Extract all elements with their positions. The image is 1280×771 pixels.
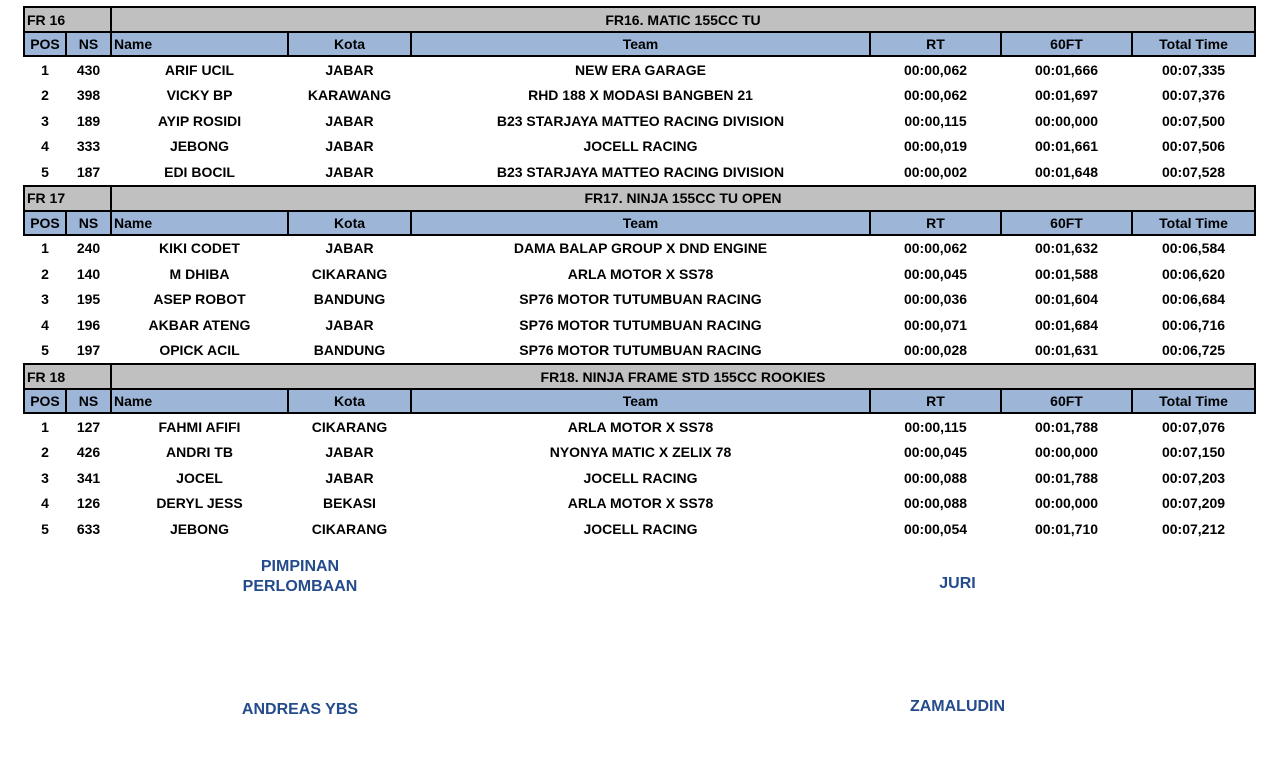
class-title: FR17. NINJA 155CC TU OPEN bbox=[111, 186, 1255, 211]
signature-left-role bbox=[225, 557, 375, 597]
cell-total: 00:06,725 bbox=[1161, 342, 1226, 359]
cell-ns: 196 bbox=[76, 316, 101, 333]
cell-rt: 00:00,028 bbox=[903, 342, 968, 359]
cell-ft60: 00:01,684 bbox=[1034, 316, 1099, 333]
cell-rt: 00:00,062 bbox=[903, 87, 968, 104]
cell-pos: 1 bbox=[41, 61, 49, 78]
cell-rt: 00:00,054 bbox=[903, 520, 968, 537]
column-header-row bbox=[24, 32, 1255, 56]
cell-name: JOCEL bbox=[176, 469, 223, 486]
cell-rt: 00:00,071 bbox=[903, 316, 968, 333]
cell-pos: 1 bbox=[41, 418, 49, 435]
cell-name: VICKY BP bbox=[166, 87, 233, 104]
cell-ns: 333 bbox=[76, 138, 101, 155]
cell-ns: 426 bbox=[76, 444, 101, 461]
header-team: Team bbox=[411, 211, 870, 235]
cell-ns: 398 bbox=[76, 87, 101, 104]
result-row bbox=[24, 338, 1255, 365]
result-row bbox=[24, 312, 1255, 338]
cell-total: 00:07,150 bbox=[1161, 444, 1226, 461]
cell-total: 00:06,684 bbox=[1161, 291, 1226, 308]
cell-kota: BEKASI bbox=[323, 495, 376, 512]
header-ns: NS bbox=[66, 211, 111, 235]
cell-team: B23 STARJAYA MATTEO RACING DIVISION bbox=[496, 112, 785, 129]
cell-team: RHD 188 X MODASI BANGBEN 21 bbox=[528, 87, 753, 104]
cell-ns: 127 bbox=[76, 418, 101, 435]
cell-total: 00:07,335 bbox=[1161, 61, 1226, 78]
result-row bbox=[24, 159, 1255, 186]
signature-right-role: JURI bbox=[939, 575, 976, 592]
results-table bbox=[23, 6, 1256, 542]
cell-kota: KARAWANG bbox=[307, 87, 392, 104]
result-row bbox=[24, 516, 1255, 542]
cell-ft60: 00:01,631 bbox=[1034, 342, 1099, 359]
cell-name: M DHIBA bbox=[169, 265, 230, 282]
cell-rt: 00:00,088 bbox=[903, 469, 968, 486]
cell-team: NEW ERA GARAGE bbox=[575, 61, 706, 78]
cell-total: 00:07,203 bbox=[1161, 469, 1226, 486]
cell-team: SP76 MOTOR TUTUMBUAN RACING bbox=[519, 316, 762, 333]
cell-total: 00:06,584 bbox=[1161, 240, 1226, 257]
cell-kota: BANDUNG bbox=[313, 342, 386, 359]
cell-kota: JABAR bbox=[325, 61, 374, 78]
cell-rt: 00:00,045 bbox=[903, 444, 968, 461]
cell-team: ARLA MOTOR X SS78 bbox=[567, 495, 714, 512]
header-pos: POS bbox=[24, 389, 66, 413]
cell-name: JEBONG bbox=[169, 138, 230, 155]
cell-team: JOCELL RACING bbox=[583, 469, 698, 486]
cell-rt: 00:00,045 bbox=[903, 265, 968, 282]
result-row bbox=[24, 491, 1255, 517]
cell-team: B23 STARJAYA MATTEO RACING DIVISION bbox=[496, 163, 785, 180]
result-row bbox=[24, 413, 1255, 440]
header-ft60: 60FT bbox=[1001, 32, 1132, 56]
cell-kota: JABAR bbox=[325, 240, 374, 257]
cell-kota: JABAR bbox=[325, 138, 374, 155]
class-title-row bbox=[24, 364, 1255, 389]
header-rt: RT bbox=[870, 211, 1001, 235]
cell-rt: 00:00,019 bbox=[903, 138, 968, 155]
cell-ns: 197 bbox=[76, 342, 101, 359]
result-row bbox=[24, 261, 1255, 287]
header-name: Name bbox=[111, 211, 288, 235]
cell-total: 00:07,500 bbox=[1161, 112, 1226, 129]
result-row bbox=[24, 108, 1255, 134]
cell-rt: 00:00,062 bbox=[903, 240, 968, 257]
cell-rt: 00:00,036 bbox=[903, 291, 968, 308]
cell-total: 00:06,620 bbox=[1161, 265, 1226, 282]
header-team: Team bbox=[411, 389, 870, 413]
cell-total: 00:07,209 bbox=[1161, 495, 1226, 512]
cell-name: AYIP ROSIDI bbox=[157, 112, 242, 129]
cell-ns: 341 bbox=[76, 469, 101, 486]
cell-ft60: 00:01,710 bbox=[1034, 520, 1099, 537]
cell-ft60: 00:00,000 bbox=[1034, 495, 1099, 512]
cell-name: OPICK ACIL bbox=[159, 342, 240, 359]
cell-ns: 140 bbox=[76, 265, 101, 282]
class-code: FR 18 bbox=[24, 364, 111, 389]
cell-pos: 4 bbox=[41, 495, 49, 512]
cell-kota: JABAR bbox=[325, 444, 374, 461]
header-team: Team bbox=[411, 32, 870, 56]
cell-total: 00:07,506 bbox=[1161, 138, 1226, 155]
cell-ft60: 00:01,588 bbox=[1034, 265, 1099, 282]
cell-team: ARLA MOTOR X SS78 bbox=[567, 418, 714, 435]
header-total: Total Time bbox=[1132, 211, 1255, 235]
cell-name: EDI BOCIL bbox=[164, 163, 235, 180]
header-ft60: 60FT bbox=[1001, 389, 1132, 413]
cell-ns: 633 bbox=[76, 520, 101, 537]
cell-team: SP76 MOTOR TUTUMBUAN RACING bbox=[519, 342, 762, 359]
cell-pos: 1 bbox=[41, 240, 49, 257]
cell-kota: JABAR bbox=[325, 316, 374, 333]
result-row bbox=[24, 56, 1255, 83]
header-ns: NS bbox=[66, 32, 111, 56]
cell-ns: 430 bbox=[76, 61, 101, 78]
cell-pos: 4 bbox=[41, 138, 49, 155]
left-role-line2: PERLOMBAAN bbox=[242, 578, 358, 595]
cell-ft60: 00:01,788 bbox=[1034, 418, 1099, 435]
cell-ns: 187 bbox=[76, 163, 101, 180]
cell-team: NYONYA MATIC X ZELIX 78 bbox=[549, 444, 732, 461]
column-header-row bbox=[24, 389, 1255, 413]
class-title-row bbox=[24, 7, 1255, 32]
cell-ft60: 00:01,661 bbox=[1034, 138, 1099, 155]
left-role-line1: PIMPINAN bbox=[260, 558, 340, 575]
cell-name: AKBAR ATENG bbox=[148, 316, 251, 333]
cell-kota: CIKARANG bbox=[311, 418, 388, 435]
header-ft60: 60FT bbox=[1001, 211, 1132, 235]
cell-ns: 189 bbox=[76, 112, 101, 129]
cell-total: 00:07,212 bbox=[1161, 520, 1226, 537]
header-name: Name bbox=[111, 32, 288, 56]
cell-ft60: 00:01,648 bbox=[1034, 163, 1099, 180]
cell-pos: 3 bbox=[41, 112, 49, 129]
cell-name: ASEP ROBOT bbox=[153, 291, 246, 308]
cell-ft60: 00:01,666 bbox=[1034, 61, 1099, 78]
cell-ft60: 00:00,000 bbox=[1034, 444, 1099, 461]
cell-ft60: 00:01,604 bbox=[1034, 291, 1099, 308]
cell-rt: 00:00,062 bbox=[903, 61, 968, 78]
cell-name: ANDRI TB bbox=[166, 444, 233, 461]
cell-name: KIKI CODET bbox=[159, 240, 240, 257]
cell-kota: CIKARANG bbox=[311, 520, 388, 537]
cell-name: FAHMI AFIFI bbox=[158, 418, 241, 435]
cell-kota: CIKARANG bbox=[311, 265, 388, 282]
class-code: FR 16 bbox=[24, 7, 111, 32]
cell-ft60: 00:01,788 bbox=[1034, 469, 1099, 486]
cell-pos: 5 bbox=[41, 342, 49, 359]
signature-left-name: ANDREAS YBS bbox=[241, 701, 359, 718]
cell-ns: 195 bbox=[76, 291, 101, 308]
cell-rt: 00:00,088 bbox=[903, 495, 968, 512]
cell-name: DERYL JESS bbox=[156, 495, 243, 512]
cell-team: JOCELL RACING bbox=[583, 520, 698, 537]
cell-total: 00:07,076 bbox=[1161, 418, 1226, 435]
cell-rt: 00:00,002 bbox=[903, 163, 968, 180]
header-total: Total Time bbox=[1132, 32, 1255, 56]
cell-kota: JABAR bbox=[325, 163, 374, 180]
cell-total: 00:06,716 bbox=[1161, 316, 1226, 333]
cell-name: JEBONG bbox=[169, 520, 230, 537]
result-row bbox=[24, 235, 1255, 262]
results-sheet bbox=[23, 6, 1254, 542]
header-kota: Kota bbox=[288, 211, 411, 235]
cell-name: ARIF UCIL bbox=[164, 61, 235, 78]
cell-ft60: 00:01,697 bbox=[1034, 87, 1099, 104]
signature-right-name: ZAMALUDIN bbox=[909, 698, 1006, 715]
header-ns: NS bbox=[66, 389, 111, 413]
result-row bbox=[24, 83, 1255, 109]
cell-pos: 4 bbox=[41, 316, 49, 333]
cell-pos: 5 bbox=[41, 520, 49, 537]
cell-pos: 2 bbox=[41, 87, 49, 104]
cell-rt: 00:00,115 bbox=[904, 112, 967, 129]
class-title-row bbox=[24, 186, 1255, 211]
header-pos: POS bbox=[24, 211, 66, 235]
result-row bbox=[24, 440, 1255, 466]
header-rt: RT bbox=[870, 389, 1001, 413]
cell-team: DAMA BALAP GROUP X DND ENGINE bbox=[513, 240, 768, 257]
cell-ft60: 00:01,632 bbox=[1034, 240, 1099, 257]
header-kota: Kota bbox=[288, 32, 411, 56]
cell-ns: 240 bbox=[76, 240, 101, 257]
header-rt: RT bbox=[870, 32, 1001, 56]
cell-pos: 2 bbox=[41, 444, 49, 461]
result-row bbox=[24, 465, 1255, 491]
cell-pos: 5 bbox=[41, 163, 49, 180]
result-row bbox=[24, 134, 1255, 160]
cell-kota: BANDUNG bbox=[313, 291, 386, 308]
cell-rt: 00:00,115 bbox=[904, 418, 967, 435]
header-pos: POS bbox=[24, 32, 66, 56]
cell-kota: JABAR bbox=[325, 112, 374, 129]
cell-ft60: 00:00,000 bbox=[1034, 112, 1099, 129]
cell-ns: 126 bbox=[76, 495, 101, 512]
cell-team: ARLA MOTOR X SS78 bbox=[567, 265, 714, 282]
cell-team: SP76 MOTOR TUTUMBUAN RACING bbox=[519, 291, 762, 308]
cell-total: 00:07,376 bbox=[1161, 87, 1226, 104]
cell-pos: 2 bbox=[41, 265, 49, 282]
header-total: Total Time bbox=[1132, 389, 1255, 413]
cell-pos: 3 bbox=[41, 291, 49, 308]
cell-kota: JABAR bbox=[325, 469, 374, 486]
class-title: FR18. NINJA FRAME STD 155CC ROOKIES bbox=[111, 364, 1255, 389]
class-title: FR16. MATIC 155CC TU bbox=[111, 7, 1255, 32]
result-row bbox=[24, 287, 1255, 313]
column-header-row bbox=[24, 211, 1255, 235]
header-name: Name bbox=[111, 389, 288, 413]
class-code: FR 17 bbox=[24, 186, 111, 211]
cell-team: JOCELL RACING bbox=[583, 138, 698, 155]
cell-total: 00:07,528 bbox=[1161, 163, 1226, 180]
cell-pos: 3 bbox=[41, 469, 49, 486]
header-kota: Kota bbox=[288, 389, 411, 413]
